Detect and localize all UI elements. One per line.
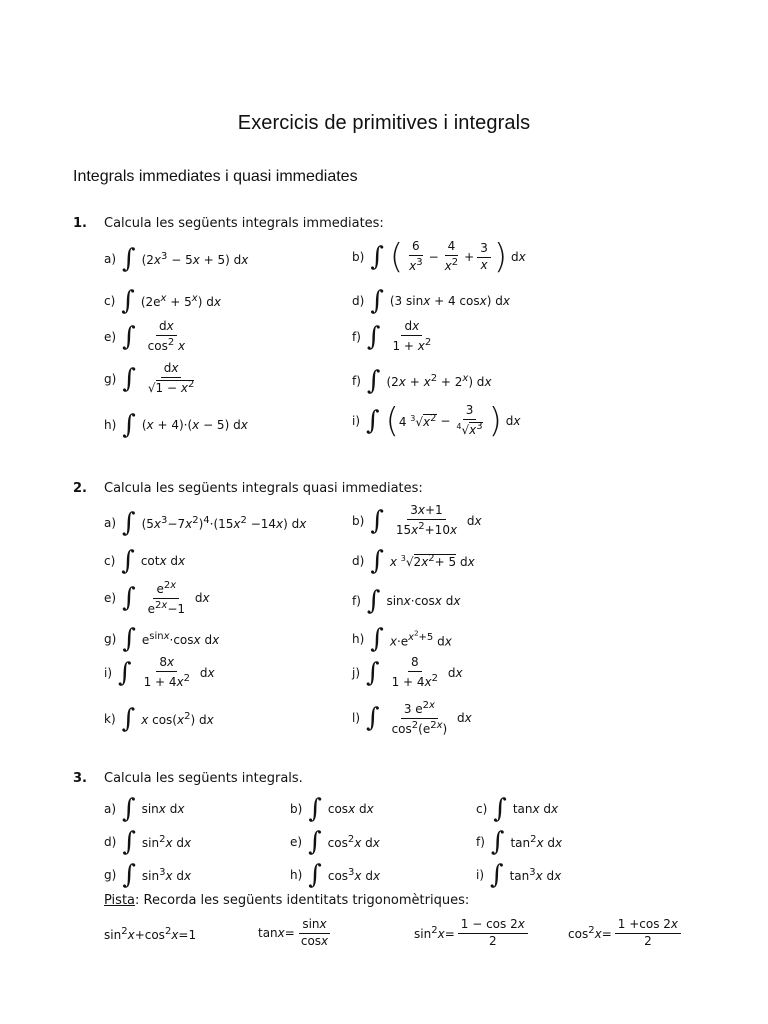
item-label: a) (104, 252, 117, 266)
integrand: $\tan^3x$ dx (509, 867, 562, 883)
integral-sign-icon: ∫ (122, 827, 136, 857)
identity-cos-squared: $\cos^2x=$ $\frac{1 +\cos 2x}{2}$ (568, 918, 684, 949)
item-label: i) (352, 414, 361, 428)
integral-sign-icon: ∫ (366, 586, 381, 616)
integrand: (3 sinx + 4 cosx) dx (389, 294, 510, 308)
q3-item-b (290, 796, 374, 822)
integrand: (x + 4)·(x − 5) dx (141, 418, 248, 432)
item-label: j) (352, 665, 361, 680)
q2-item-b: b) ∫ $\frac{3x+1}{15x^2+10x}$ d x (352, 503, 482, 537)
item-label: e) (290, 835, 303, 849)
item-label: b) (290, 802, 303, 816)
item-label: k) (104, 712, 116, 726)
q3-item-d (104, 829, 191, 855)
integrand: tanx dx (512, 802, 559, 816)
q3-item-a (104, 796, 184, 822)
question-3-text: Calcula les següents integrals. (104, 771, 303, 786)
question-1-number: 1. (73, 216, 87, 231)
q2-item-g (104, 626, 219, 652)
hint-label: Pista (104, 893, 136, 908)
q2-item-l: l) ∫ $\frac{3 e^{2x}}{\cos^2(e^{2x})}$ d x (352, 700, 472, 736)
hint-text: : Recorda les següents identitats trigonomètriques: (135, 893, 470, 908)
section-title: Integrals immediates i quasi immediates (73, 168, 358, 185)
integral-sign-icon: ∫ (122, 244, 136, 274)
item-label: h) (104, 418, 117, 432)
question-1-text: Calcula les següents integrals immediates: (104, 216, 384, 231)
integrand: sinx·cosx dx (386, 594, 461, 608)
item-label: c) (476, 802, 488, 816)
q2-item-i: i) ∫ $\frac{8x}{1 + 4x^2}$ d x (104, 655, 215, 689)
item-label: b) (352, 513, 365, 528)
integral-sign-icon: ∫ (122, 321, 136, 352)
item-label: h) (352, 632, 365, 646)
item-label: f) (352, 329, 361, 344)
q1-item-e: e) ∫ $\frac{dx}{\cos^2 x}$ (104, 319, 186, 353)
integral-sign-icon: ∫ (366, 321, 381, 352)
integrand: $(2x^3 - 5x + 5)$ dx (141, 251, 249, 267)
integrand: $(2e^x + 5^x)$ dx (140, 293, 221, 309)
integrand: $e^{sinx}\cdot\cos x$ dx (141, 631, 220, 647)
integral-sign-icon: ∫ (122, 363, 136, 394)
item-label: l) (352, 711, 361, 726)
item-label: e) (104, 591, 117, 606)
item-label: i) (476, 868, 485, 882)
item-label: f) (352, 594, 361, 608)
q2-item-d (352, 548, 475, 574)
integrand: cosx dx (327, 802, 374, 816)
identity-sin-squared: $\sin^2x=$ $\frac{1 - \cos 2x}{2}$ (414, 918, 531, 949)
q3-item-i (476, 862, 561, 888)
integral-sign-icon: ∫ (366, 703, 380, 734)
integral-sign-icon: ∫ (490, 860, 504, 890)
integral-sign-icon: ∫ (122, 794, 136, 824)
q2-item-j: j) ∫ $\frac{8}{1 + 4x^2}$ d x (352, 655, 463, 689)
integral-sign-icon: ∫ (370, 546, 384, 576)
integral-sign-icon: ∫ (370, 286, 384, 316)
item-label: d) (352, 294, 365, 308)
integral-sign-icon: ∫ (308, 860, 322, 890)
item-label: g) (104, 371, 117, 386)
integrand: $(2x + x^2 + 2^x)$ dx (386, 373, 492, 389)
integrand: $(5x^3-7x^2)^4\cdot(15x^2 -14x)$ dx (141, 515, 307, 531)
q1-item-b: b) ∫ ( $\frac{6}{x^3}$ − $\frac{4}{x^2}$ + $\frac{3}{x}$ ) d x (352, 237, 526, 277)
integral-sign-icon: ∫ (121, 546, 135, 576)
item-label: c) (104, 554, 116, 568)
item-label: g) (104, 632, 117, 646)
q1-item-f: f) ∫ $\frac{dx}{1 + x^2}$ (352, 319, 432, 353)
page-title: Exercicis de primitives i integrals (237, 112, 531, 134)
item-label: c) (104, 294, 116, 308)
q3-item-c (476, 796, 558, 822)
q2-item-h (352, 626, 452, 652)
integral-sign-icon: ∫ (370, 505, 384, 536)
q1-item-h (104, 412, 248, 438)
q3-item-f (476, 829, 562, 855)
integral-sign-icon: ∫ (122, 583, 136, 614)
integrand: $\sin^3x$ dx (141, 867, 192, 883)
item-label: f) (352, 374, 361, 388)
integrand: $\cos^3x$ dx (327, 867, 381, 883)
question-3-number: 3. (73, 771, 87, 786)
integrand: $x\cdot e^{x^2+5}$ dx (389, 629, 452, 649)
hint-line (104, 893, 469, 908)
item-label: e) (104, 329, 117, 344)
q3-item-h (290, 862, 380, 888)
integral-sign-icon: ∫ (118, 657, 132, 688)
integrand: sinx dx (141, 802, 185, 816)
item-label: g) (104, 868, 117, 882)
item-label: h) (290, 868, 303, 882)
integral-sign-icon: ∫ (122, 410, 136, 440)
item-label: i) (104, 665, 113, 680)
q2-item-k (104, 706, 214, 732)
q1-item-a (104, 246, 248, 272)
integral-sign-icon: ∫ (490, 827, 505, 857)
integrand: $\sin^2x$ dx (141, 834, 192, 850)
item-label: d) (352, 554, 365, 568)
integral-sign-icon: ∫ (366, 406, 380, 436)
integral-sign-icon: ∫ (370, 242, 384, 272)
q1-item-f2 (352, 368, 492, 394)
integral-sign-icon: ∫ (366, 366, 381, 396)
q2-item-a (104, 510, 306, 536)
integral-sign-icon: ∫ (121, 286, 135, 316)
integral-sign-icon: ∫ (122, 624, 136, 654)
identity-tangent: tanx= $\frac{\sin x}{\cos x}$ (258, 917, 329, 948)
integrand: cotx dx (140, 554, 186, 568)
item-label: d) (104, 835, 117, 849)
q2-item-e: e) ∫ $\frac{e^{2x}}{e^{2x}-1}$ d x (104, 580, 210, 616)
integral-sign-icon: ∫ (121, 704, 136, 734)
integral-sign-icon: ∫ (122, 508, 136, 538)
item-label: f) (476, 835, 485, 849)
q3-item-g (104, 862, 191, 888)
question-2-text: Calcula les següents integrals quasi immediates: (104, 481, 423, 496)
q3-item-e (290, 829, 380, 855)
integrand: x $^3√2x^2+ 5$ dx (389, 553, 475, 569)
integrand: $\cos^2x$ dx (327, 834, 380, 850)
integrand: $\tan^2x$ dx (510, 834, 563, 850)
integral-sign-icon: ∫ (308, 827, 322, 857)
item-label: a) (104, 802, 117, 816)
integral-sign-icon: ∫ (122, 860, 136, 890)
q2-item-f (352, 588, 460, 614)
q1-item-c (104, 288, 221, 314)
integrand: x $\cos(x^2)$ dx (141, 711, 214, 727)
identity-pythagorean: $\sin^2x+\cos^2x=1$ (104, 926, 197, 942)
integral-sign-icon: ∫ (493, 794, 507, 824)
question-2-number: 2. (73, 481, 87, 496)
q2-item-c (104, 548, 185, 574)
item-label: a) (104, 516, 117, 530)
q1-item-d (352, 288, 510, 314)
item-label: b) (352, 250, 365, 264)
integral-sign-icon: ∫ (308, 794, 322, 824)
integral-sign-icon: ∫ (366, 657, 380, 688)
q1-item-i: i) ∫ ( 4 $^3√x^2$ − $\frac{3}{^4√x^3}$ ) d x (352, 401, 521, 441)
q1-item-g: g) ∫ $\frac{dx}{√1 - x^2}$ (104, 361, 195, 395)
integral-sign-icon: ∫ (370, 624, 384, 654)
